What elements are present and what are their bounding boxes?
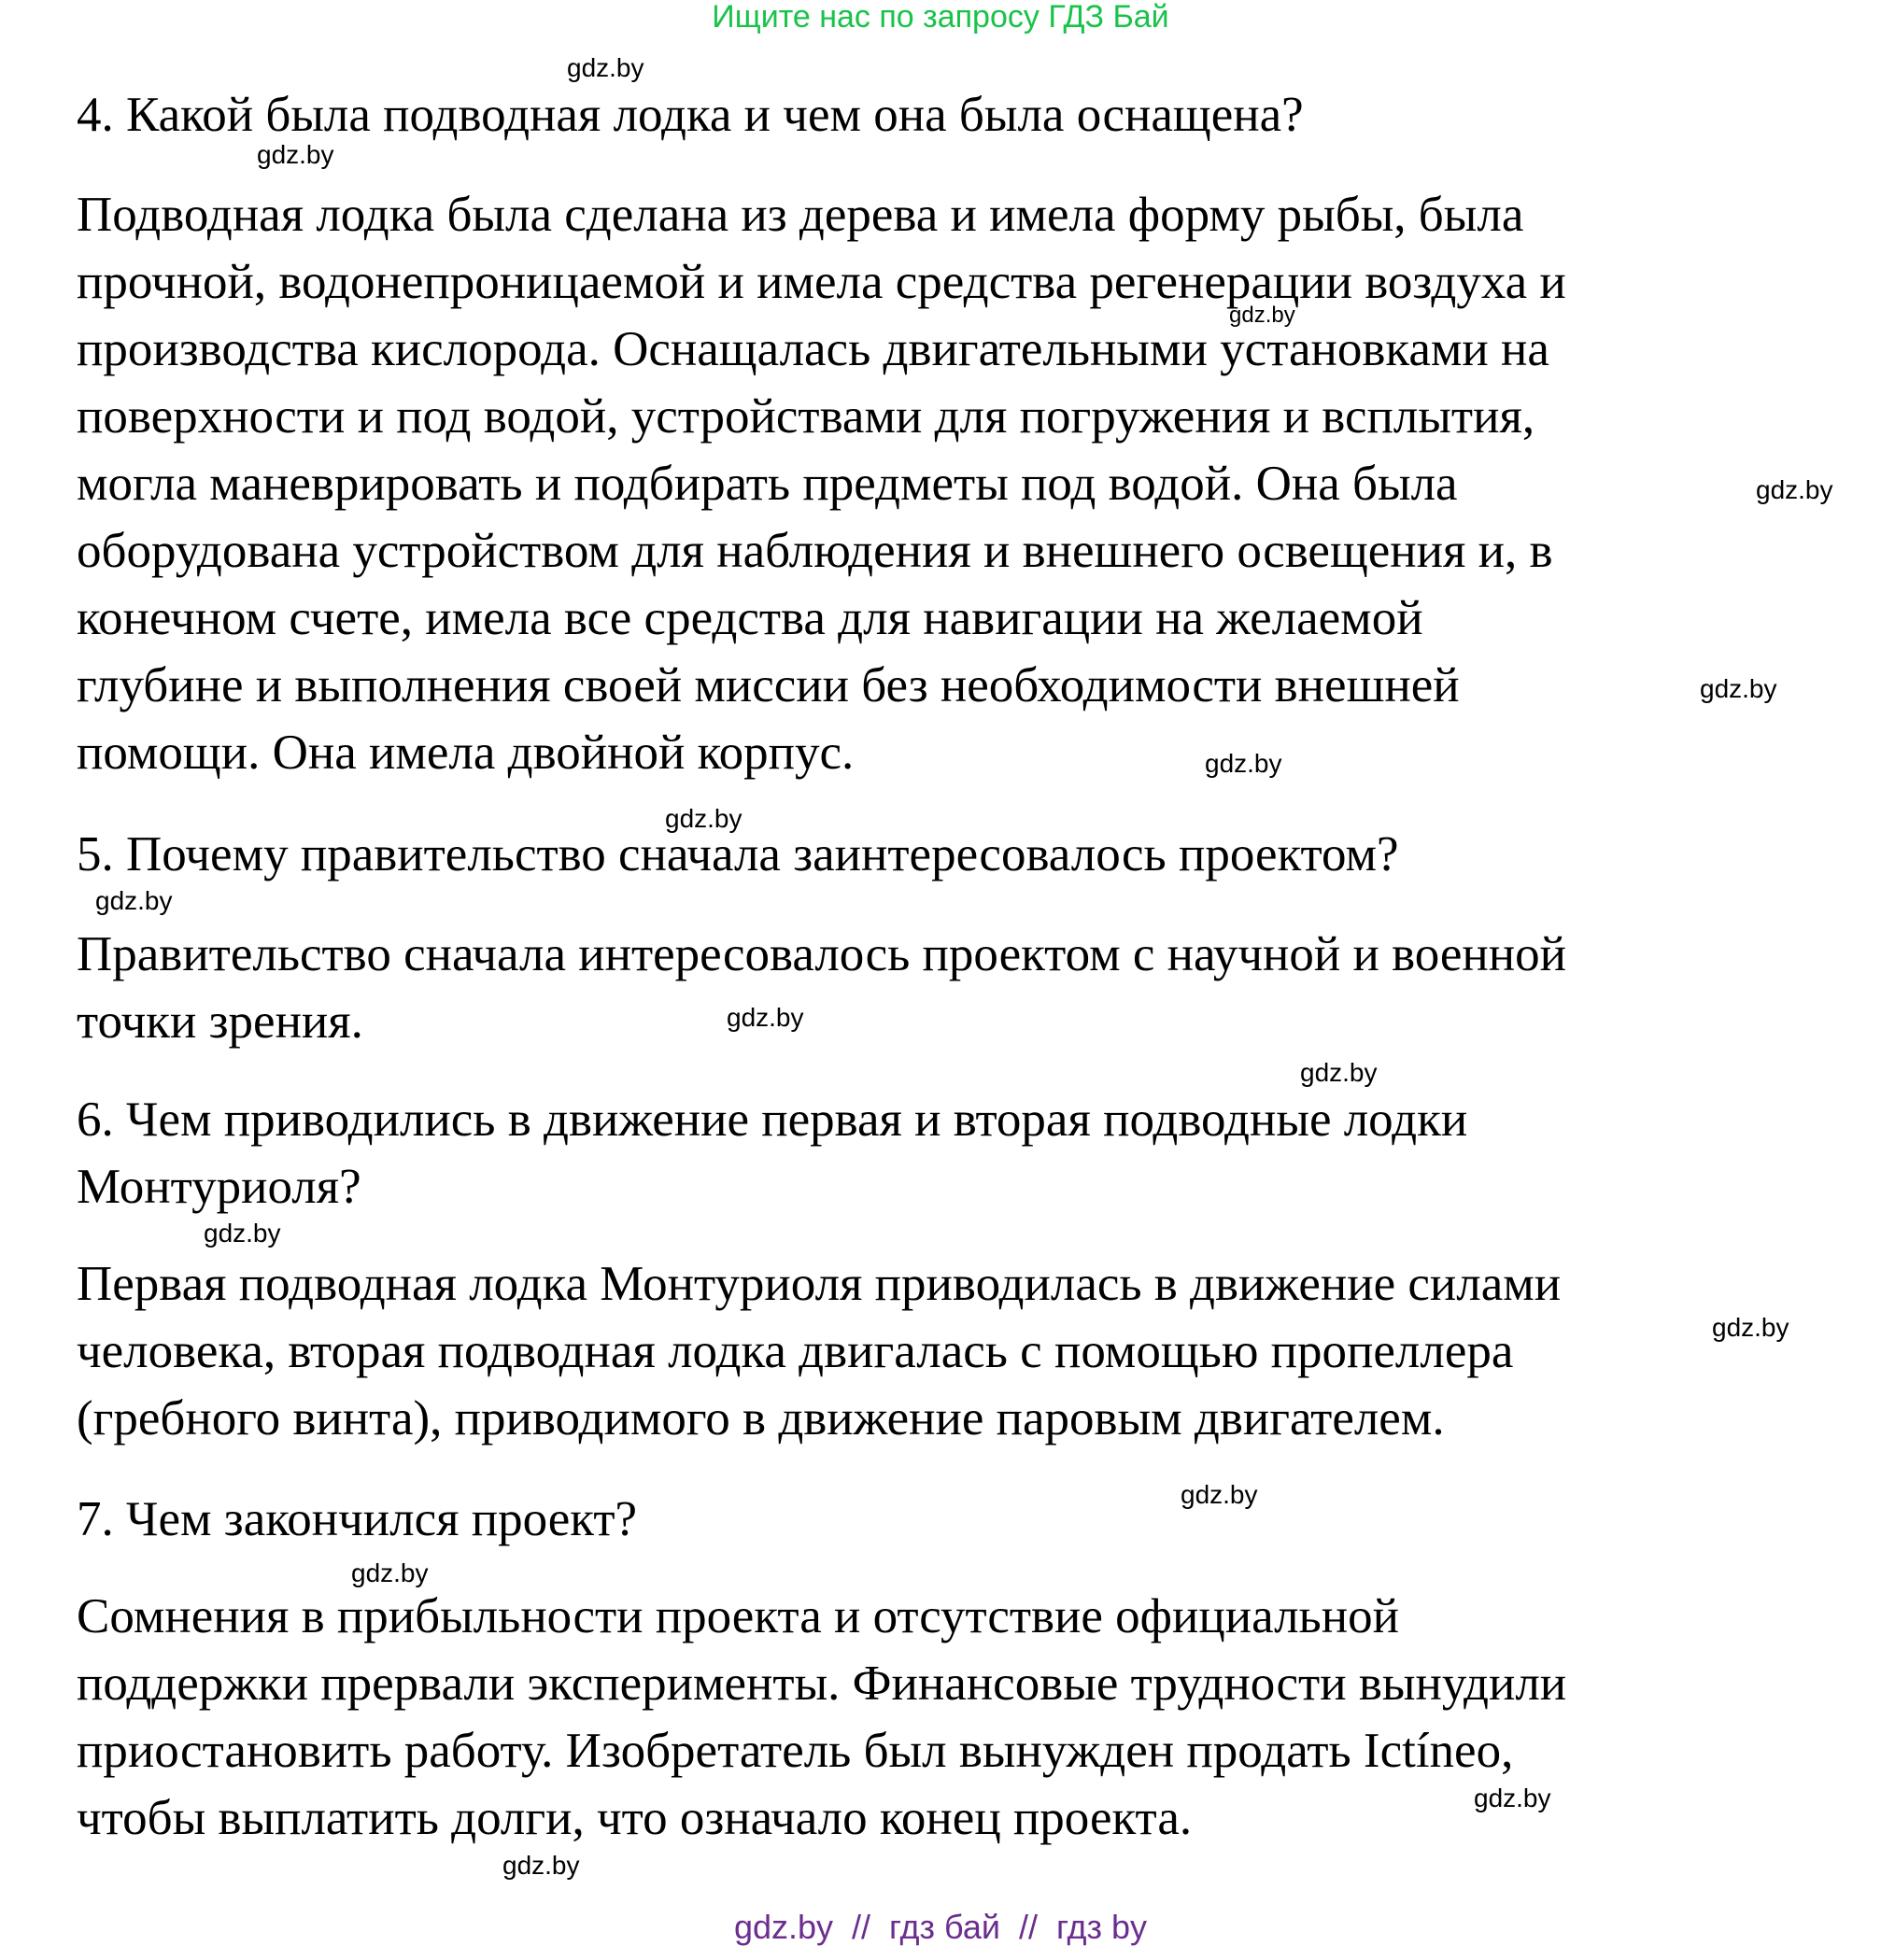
watermark: gdz.by xyxy=(1205,749,1282,778)
answer-line: прочной, водонепроницаемой и имела средства регенерации воздуха и xyxy=(77,255,1566,309)
watermark: gdz.by xyxy=(257,140,334,169)
question-7: 7. Чем закончился проект? xyxy=(77,1492,638,1546)
answer-line: чтобы выплатить долги, что означало конец проекта. xyxy=(77,1791,1193,1845)
watermark: gdz.by xyxy=(1712,1313,1789,1342)
question-4: 4. Какой была подводная лодка и чем она была оснащена? xyxy=(77,88,1304,142)
answer-line: Первая подводная лодка Монтуриоля приводилась в движение силами xyxy=(77,1257,1562,1311)
watermark: gdz.by xyxy=(1229,303,1295,328)
watermark: gdz.by xyxy=(204,1219,281,1248)
answer-line: конечном счете, имела все средства для навигации на желаемой xyxy=(77,591,1423,645)
watermark: gdz.by xyxy=(95,886,173,915)
answer-line: производства кислорода. Оснащалась двигательными установками на xyxy=(77,322,1549,376)
watermark: gdz.by xyxy=(727,1003,804,1032)
watermark: gdz.by xyxy=(1181,1480,1258,1509)
question-line: 6. Чем приводились в движение первая и вторая подводные лодки xyxy=(77,1093,1468,1147)
answer-line: могла маневрировать и подбирать предметы под водой. Она была xyxy=(77,457,1458,511)
watermark: gdz.by xyxy=(1700,674,1777,703)
answer-line: приостановить работу. Изобретатель был вынужден продать Ictíneo, xyxy=(77,1724,1514,1778)
answer-line: поддержки прервали эксперименты. Финансовые трудности вынудили xyxy=(77,1657,1567,1711)
answer-line: помощи. Она имела двойной корпус. xyxy=(77,726,855,780)
footer-links: gdz.by // гдз бай // гдз by xyxy=(733,1908,1148,1946)
watermark: gdz.by xyxy=(665,804,742,833)
answer-5 xyxy=(77,921,1566,1055)
answer-line: точки зрения. xyxy=(77,994,363,1049)
watermark: gdz.by xyxy=(1300,1058,1378,1087)
top-banner: Ищите нас по запросу ГДЗ Бай xyxy=(712,0,1169,35)
answer-line: Правительство сначала интересовалось проектом с научной и военной xyxy=(77,927,1567,981)
answer-line: глубине и выполнения своей миссии без необходимости внешней xyxy=(77,658,1460,712)
answer-6 xyxy=(77,1250,1561,1452)
answer-line: Подводная лодка была сделана из дерева и имела форму рыбы, была xyxy=(77,188,1524,242)
answer-line: (гребного винта), приводимого в движение паровым двигателем. xyxy=(77,1391,1445,1445)
answer-line: человека, вторая подводная лодка двигалась с помощью пропеллера xyxy=(77,1324,1514,1378)
watermark: gdz.by xyxy=(1756,475,1833,504)
question-5: 5. Почему правительство сначала заинтересовалось проектом? xyxy=(77,827,1399,881)
watermark: gdz.by xyxy=(567,53,644,82)
question-6 xyxy=(77,1086,1467,1220)
question-line: Монтуриоля? xyxy=(77,1160,361,1214)
answer-line: Сомнения в прибыльности проекта и отсутствие официальной xyxy=(77,1589,1399,1643)
watermark: gdz.by xyxy=(502,1851,580,1880)
answer-line: оборудована устройством для наблюдения и внешнего освещения и, в xyxy=(77,524,1553,578)
watermark: gdz.by xyxy=(351,1558,429,1587)
watermark: gdz.by xyxy=(1474,1784,1551,1812)
answer-line: поверхности и под водой, устройствами для погружения и всплытия, xyxy=(77,389,1535,444)
answer-4 xyxy=(77,181,1566,786)
answer-7 xyxy=(77,1583,1566,1852)
